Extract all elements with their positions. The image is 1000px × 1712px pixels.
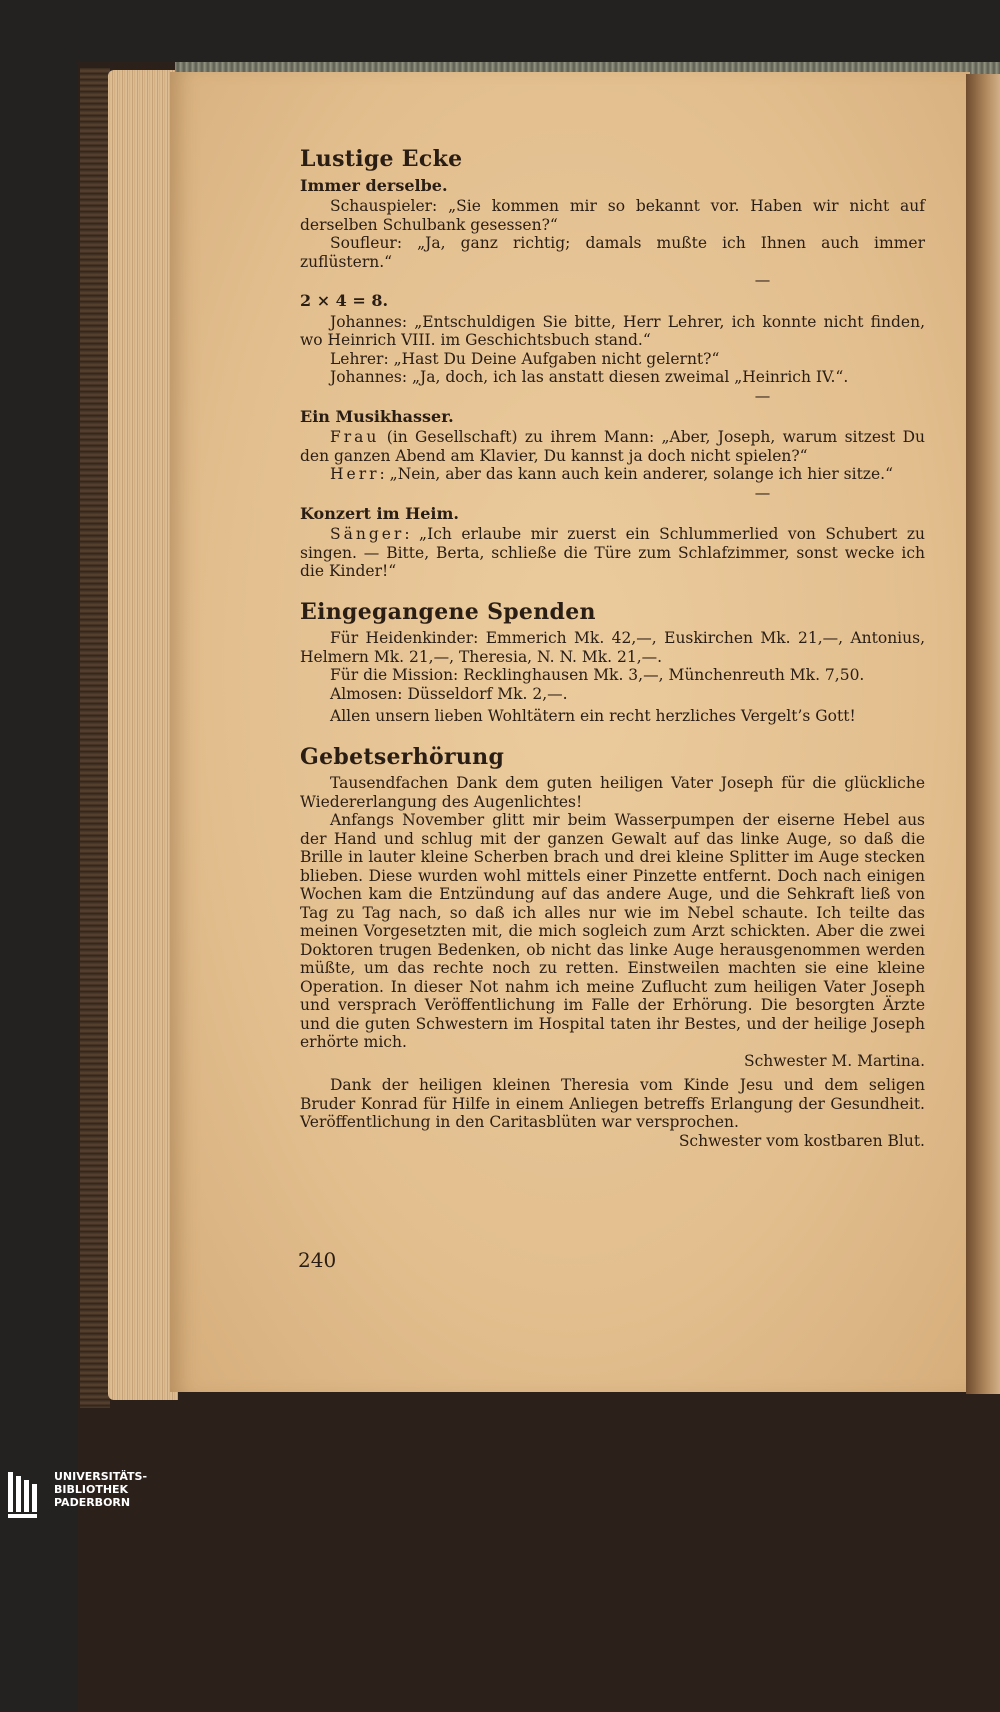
book-spine-edge [80, 68, 110, 1408]
page-number: 240 [298, 1248, 337, 1272]
speaker: Herr [330, 465, 380, 483]
joke-line: Soufleur: „Ja, ganz richtig; damals mußte ich Ihnen auch immer zuflüstern.“ [300, 234, 925, 271]
joke-title: 2 × 4 = 8. [300, 291, 389, 310]
separator-dash: — [754, 271, 771, 289]
logo-line: BIBLIOTHEK [54, 1483, 129, 1496]
joke-title: Ein Musikhasser. [300, 406, 454, 426]
donation-line: Für die Mission: Recklinghausen Mk. 3,—, Münchenreuth Mk. 7,50. [330, 666, 865, 684]
donation-line: Almosen: Düsseldorf Mk. 2,—. [330, 684, 568, 703]
testimony-paragraph: Dank der heiligen kleinen Theresia vom Kinde Jesu und dem seligen Bruder Konrad für Hilfe in einem Anliegen betreffs Erlangung der Gesundheit. Veröffentlichung in den Caritasblüten war versprochen. [300, 1076, 925, 1131]
testimony-signature: Schwester vom kostbaren Blut. [678, 1131, 925, 1150]
joke-line: Schauspieler: „Sie kommen mir so bekannt vor. Haben wir nicht auf derselben Schulbank gesessen?“ [300, 197, 925, 234]
speaker: Frau [330, 428, 380, 446]
testimony-paragraph: Tausendfachen Dank dem guten heiligen Vater Joseph für die glückliche Wiedererlangung des Augenlichtes! [300, 774, 925, 811]
donation-line: Für Heidenkinder: Emmerich Mk. 42,—, Euskirchen Mk. 21,—, Antonius, Helmern Mk. 21,—, Theresia, N. N. Mk. 21,—. [300, 629, 925, 666]
testimony-paragraph: Anfangs November glitt mir beim Wasserpumpen der eiserne Hebel aus der Hand und schlug mit der ganzen Gewalt auf das linke Auge, so daß die Brille in lauter kleine Scherben brach und drei kleine Splitter im Auge stecken blieben. Diese wurden wohl mittels einer Pinzette entfernt. Doch nach einigen Wochen kam die Entzündung auf das andere Auge, und die Sehkraft ließ von Tag zu Tag nach, so daß ich alles nur wie im Nebel schaute. Ich teilte das meinen Vorgesetzten mit, die mich sogleich zum Arzt schickten. Aber die zwei Doktoren trugen Bedenken, ob nicht das linke Auge herausgenommen werden müßte, um das rechte noch zu retten. Einstweilen machten sie eine kleine Operation. In dieser Not nahm ich meine Zuflucht zum heiligen Vater Joseph und versprach Veröffentlichung im Falle der Erhörung. Die besorgten Ärzte und die guten Schwestern im Hospital taten ihr Bestes, und der heilige Joseph erhörte mich. [300, 811, 925, 1051]
library-logo-text [54, 1470, 147, 1509]
joke-line: Johannes: „Ja, doch, ich las anstatt diesen zweimal „Heinrich IV.“. [330, 368, 849, 386]
joke-line: Johannes: „Entschuldigen Sie bitte, Herr Lehrer, ich konnte nicht finden, wo Heinrich VIII. im Geschichtsbuch stand.“ [300, 312, 925, 349]
speaker: Sänger [330, 525, 405, 543]
separator-dash: — [754, 483, 771, 502]
facing-page-edge [966, 74, 1000, 1394]
joke-line [300, 525, 925, 581]
joke-line [300, 465, 925, 484]
testimony-signature: Schwester M. Martina. [744, 1051, 925, 1070]
section-title-gebet: Gebetserhörung [300, 743, 505, 770]
page-edges [108, 70, 178, 1400]
speech: : „Nein, aber das kann auch kein anderer, solange ich hier sitze.“ [379, 465, 893, 483]
speech: (in Gesellschaft) zu ihrem Mann: „Aber, Joseph, warum sitzest Du den ganzen Abend am Klavier, Du kannst ja doch nicht spielen?“ [300, 428, 925, 465]
section-title-lustige: Lustige Ecke [300, 146, 463, 172]
donation-thanks: Allen unsern lieben Wohltätern ein recht herzliches Vergelt’s Gott! [330, 707, 856, 725]
logo-line: PADERBORN [54, 1496, 131, 1509]
speech: : „Ich erlaube mir zuerst ein Schlummerlied von Schubert zu singen. — Bitte, Berta, schließe die Türe zum Schlafzimmer, sonst wecke ich die Kinder!“ [300, 525, 925, 580]
page-content [300, 146, 925, 1150]
joke-title: Konzert im Heim. [300, 503, 459, 523]
logo-line: UNIVERSITÄTS- [54, 1470, 148, 1483]
joke-line [300, 428, 925, 465]
joke-line: Lehrer: „Hast Du Deine Aufgaben nicht gelernt?“ [330, 349, 720, 368]
separator-dash: — [754, 386, 771, 405]
section-title-spenden: Eingegangene Spenden [300, 598, 596, 625]
joke-title: Immer derselbe. [300, 175, 448, 195]
